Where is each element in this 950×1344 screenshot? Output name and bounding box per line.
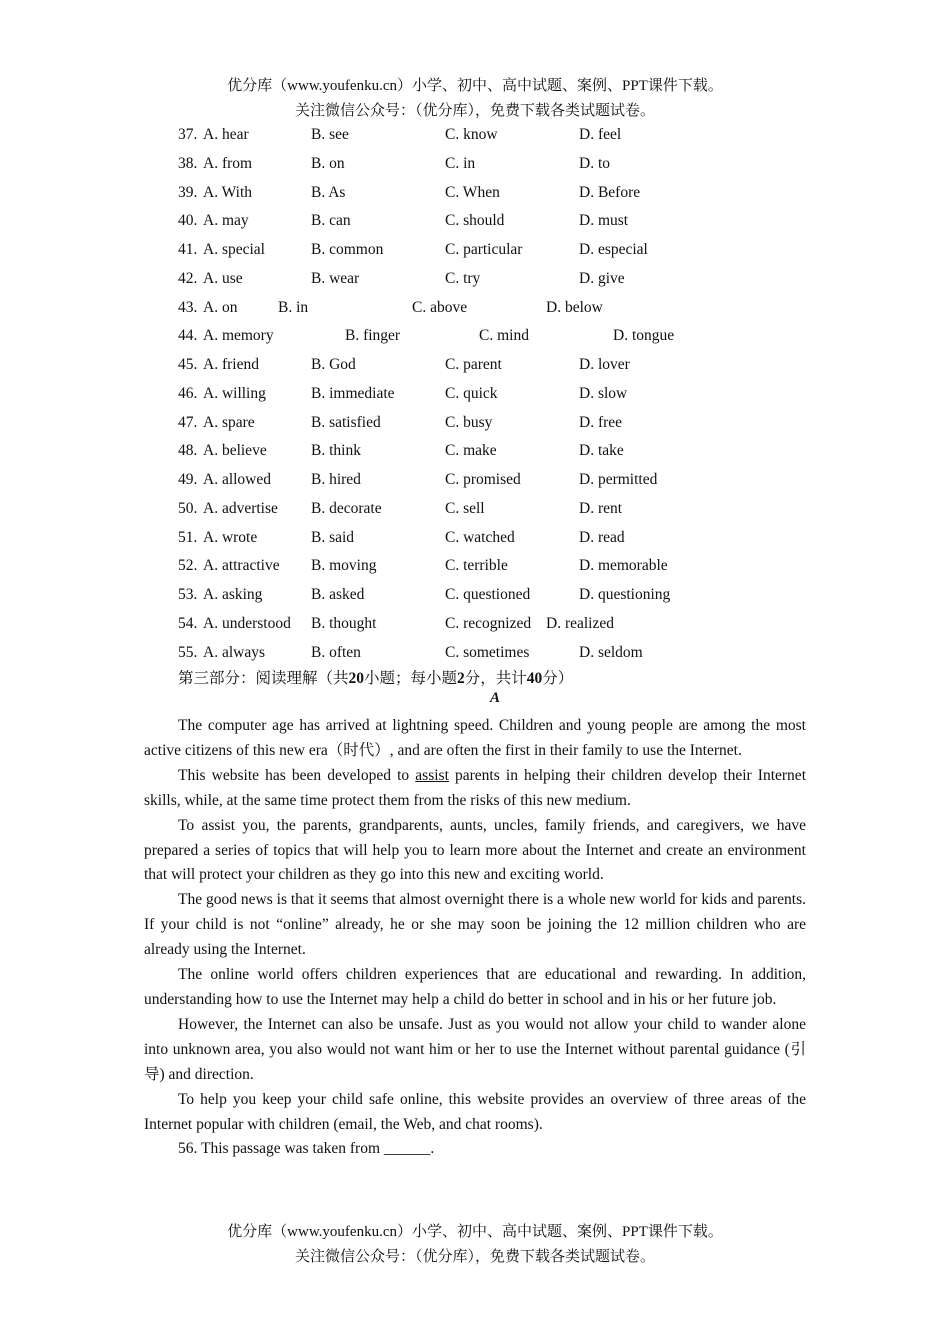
question-number: 41. [178, 241, 198, 258]
option-a: A. hear [203, 126, 249, 143]
question-number: 49. [178, 471, 198, 488]
question-number: 47. [178, 413, 198, 431]
option-c: C. parent [445, 356, 502, 373]
option-d: D. questioning [579, 586, 671, 603]
option-b: B. asked [311, 586, 365, 603]
option-c: C. quick [445, 384, 498, 402]
question-number: 45. [178, 356, 198, 373]
option-c: C. mind [479, 327, 529, 345]
question-number: 40. [178, 212, 198, 230]
option-b: B. As [311, 183, 346, 201]
option-b: B. can [311, 212, 351, 230]
option-c: C. in [445, 154, 476, 172]
option-a: A. advertise [203, 499, 278, 517]
option-c: C. busy [445, 413, 493, 431]
option-b: B. God [311, 356, 356, 373]
option-b: B. often [311, 643, 361, 661]
option-d: D. read [579, 528, 625, 546]
option-a: A. understood [203, 614, 291, 632]
option-c: C. should [445, 212, 505, 230]
footer-line-2: 关注微信公众号：（优分库），免费下载各类试题试卷。 [294, 1249, 655, 1265]
option-d: D. to [579, 154, 610, 172]
option-a: A. may [203, 212, 249, 230]
option-c: C. promised [445, 471, 521, 488]
option-c: C. sell [445, 499, 485, 517]
option-d: D. below [546, 298, 603, 316]
option-c: C. know [445, 126, 498, 143]
question-number: 54. [178, 614, 198, 632]
option-c: C. questioned [445, 586, 531, 603]
option-d: D. lover [579, 356, 630, 373]
option-c: C. above [412, 298, 468, 316]
option-a: A. allowed [203, 471, 272, 488]
question-56: 56. This passage was taken from ______. [178, 1140, 435, 1158]
option-c: C. particular [445, 241, 523, 258]
option-c: C. watched [445, 528, 515, 546]
passage-title: A [489, 690, 500, 706]
option-b: B. thought [311, 614, 377, 632]
option-c: C. sometimes [445, 643, 530, 661]
option-a: A. asking [203, 586, 263, 603]
question-number: 42. [178, 269, 198, 287]
option-c: C. terrible [445, 557, 508, 575]
question-number: 48. [178, 442, 198, 460]
option-d: D. slow [579, 384, 628, 402]
option-a: A. special [203, 241, 265, 258]
question-number: 55. [178, 643, 198, 661]
question-number: 44. [178, 327, 198, 345]
paragraph-4: The good news is that it seems that almost overnight there is a whole new world for kids and parents. If your child is not “online” already, he or she may soon be joining the 12 million children who are already using the Internet. [144, 891, 806, 959]
option-a: A. use [203, 269, 243, 287]
option-b: B. think [311, 442, 361, 460]
option-a: A. attractive [203, 557, 280, 575]
option-d: D. must [579, 212, 629, 230]
option-c: C. recognized [445, 614, 532, 632]
option-b: B. in [278, 298, 309, 316]
question-number: 43. [178, 298, 198, 316]
paragraph-2: This website has been developed to assist parents in helping their children develop their Internet skills, while, at the same time protect them from the risks of this new medium. [144, 766, 806, 809]
question-number: 51. [178, 528, 198, 546]
passage [144, 714, 806, 1162]
option-b: B. hired [311, 471, 361, 488]
question-number: 39. [178, 183, 198, 201]
option-d: D. rent [579, 499, 623, 517]
option-a: A. friend [203, 356, 259, 373]
option-d: D. seldom [579, 643, 643, 661]
option-a: A. memory [203, 327, 274, 345]
question-number: 46. [178, 384, 198, 402]
option-b: B. finger [345, 327, 401, 345]
option-d: D. tongue [613, 327, 675, 345]
header-line-1: 优分库（www.youfenku.cn）小学、初中、高中试题、案例、PPT课件下载。 [227, 78, 723, 94]
option-a: A. on [203, 298, 238, 316]
option-a: A. spare [203, 413, 255, 431]
paragraph-3: To assist you, the parents, grandparents, aunts, uncles, family friends, and caregivers, we have prepared a series of topics that will help you to learn more about the Internet and create an environment that will protect your children as they go into this new and exciting world. [144, 816, 806, 884]
option-a: A. believe [203, 442, 267, 460]
option-d: D. realized [546, 614, 614, 632]
option-b: B. said [311, 528, 355, 546]
question-number: 50. [178, 499, 198, 517]
option-c: C. make [445, 442, 497, 460]
paragraph-7: To help you keep your child safe online, this website provides an overview of three areas of the Internet popular with children (email, the Web, and chat rooms). [144, 1090, 806, 1133]
footer-line-1: 优分库（www.youfenku.cn）小学、初中、高中试题、案例、PPT课件下载。 [227, 1224, 723, 1240]
paragraph-1: The computer age has arrived at lightning speed. Children and young people are among the most active citizens of this new era（时代）, and are often the first in their family to use the Internet. [144, 717, 806, 759]
question-number: 38. [178, 154, 198, 172]
option-b: B. moving [311, 557, 377, 575]
option-d: D. especial [579, 241, 648, 258]
option-b: B. satisfied [311, 413, 381, 431]
option-d: D. feel [579, 126, 622, 143]
option-b: B. on [311, 154, 345, 172]
paragraph-5: The online world offers children experiences that are educational and rewarding. In addition, understanding how to use the Internet may help a child do better in school and in his or her future job. [144, 966, 806, 1008]
option-d: D. give [579, 269, 625, 287]
option-a: A. wrote [203, 528, 258, 546]
option-d: D. Before [579, 183, 641, 201]
question-number: 53. [178, 586, 198, 603]
option-b: B. decorate [311, 499, 382, 517]
option-a: A. willing [203, 384, 266, 402]
option-b: B. wear [311, 269, 360, 287]
section-heading: 第三部分：阅读理解（共20小题；每小题2分，共计40分） [178, 670, 574, 687]
option-b: B. immediate [311, 384, 395, 402]
option-d: D. memorable [579, 557, 668, 575]
question-number: 37. [178, 126, 198, 143]
option-a: A. With [203, 183, 253, 201]
option-d: D. free [579, 413, 623, 431]
header-line-2: 关注微信公众号：（优分库），免费下载各类试题试卷。 [294, 103, 655, 119]
paragraph-6: However, the Internet can also be unsafe. Just as you would not allow your child to wander alone into unknown area, you also would not want him or her to use the Internet without parental guidance (引导) and direction. [144, 1015, 806, 1083]
option-a: A. always [203, 643, 265, 661]
underlined-word: assist [415, 766, 449, 784]
option-b: B. common [311, 241, 384, 258]
option-b: B. see [311, 126, 349, 143]
question-number: 52. [178, 557, 198, 575]
option-d: D. permitted [579, 471, 658, 488]
option-a: A. from [203, 154, 253, 172]
option-c: C. try [445, 269, 481, 287]
option-d: D. take [579, 442, 624, 460]
option-c: C. When [445, 183, 500, 201]
